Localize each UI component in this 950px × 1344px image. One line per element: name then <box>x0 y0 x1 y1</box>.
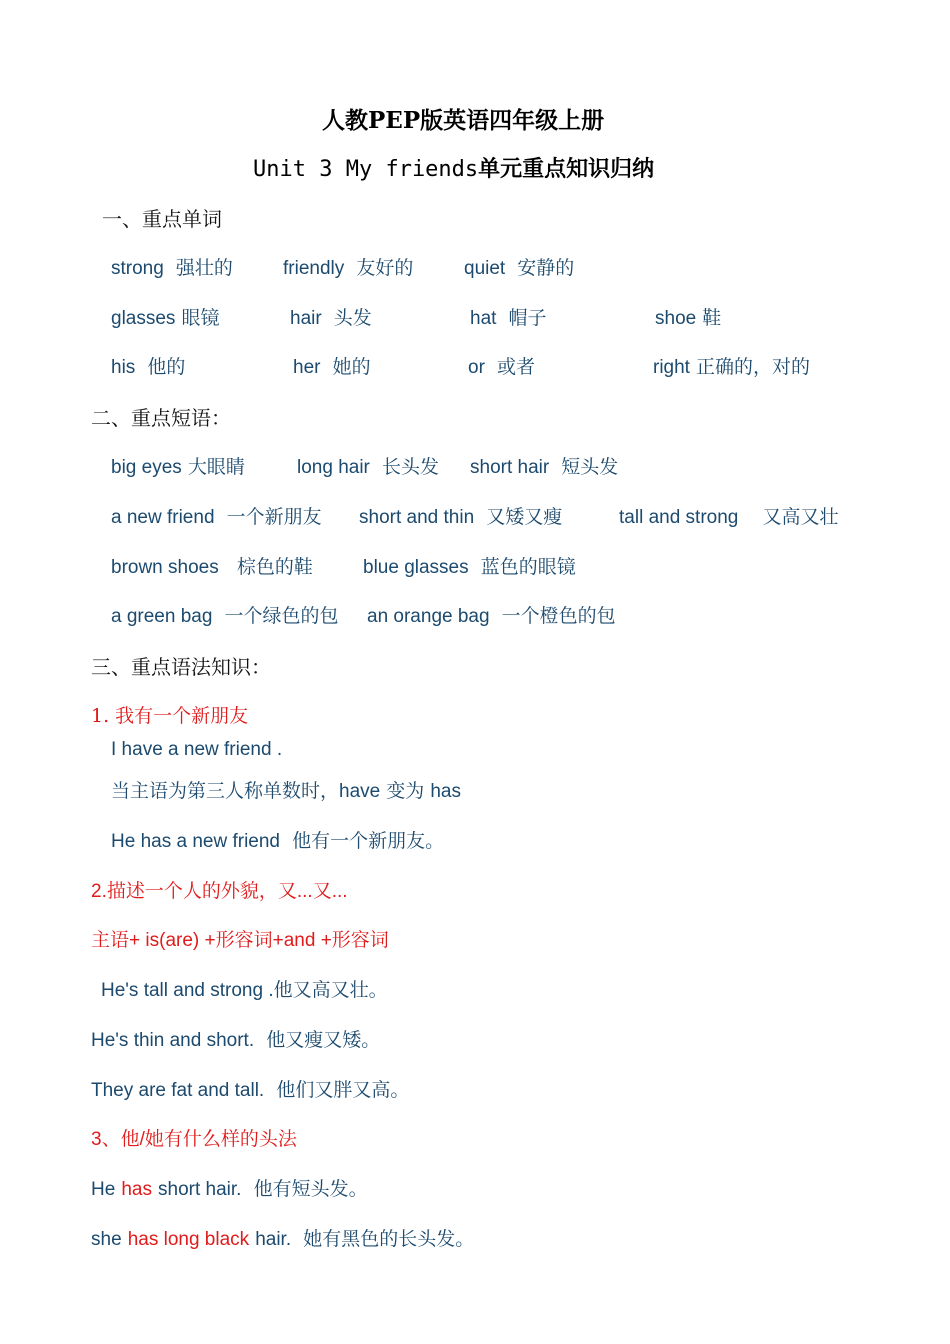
grammar-title-1: 1. 我有一个新朋友 <box>91 705 249 727</box>
word-item: her 她的 <box>293 356 371 378</box>
subtitle-cn: 单元重点知识归纳 <box>478 156 655 182</box>
phrase-item: long hair 长头发 <box>297 456 439 478</box>
phrase-item: an orange bag 一个橙色的包 <box>367 605 616 627</box>
phrase-item: big eyes 大眼睛 <box>111 456 245 478</box>
grammar-example: I have a new friend . <box>111 739 283 760</box>
grammar-example: He has short hair. 他有短头发。 <box>91 1178 368 1200</box>
word-item: glasses 眼镜 <box>111 307 220 329</box>
phrase-item: a green bag 一个绿色的包 <box>111 605 339 627</box>
section-heading-grammar: 三、重点语法知识： <box>91 655 271 679</box>
word-item: hair 头发 <box>290 307 372 329</box>
word-item: or 或者 <box>468 356 536 378</box>
word-item: quiet 安静的 <box>464 257 575 279</box>
grammar-title-2: 2.描述一个人的外貌，又...又... <box>91 880 348 902</box>
grammar-formula: 主语+ is(are) +形容词+and +形容词 <box>91 929 389 951</box>
page-subtitle <box>253 152 654 183</box>
word-item: hat 帽子 <box>470 307 547 329</box>
word-item: right 正确的，对的 <box>653 356 811 378</box>
grammar-example: He's tall and strong .他又高又壮。 <box>101 979 388 1001</box>
subtitle-en: Unit 3 My friends <box>253 157 479 182</box>
phrase-item: a new friend 一个新朋友 <box>111 506 322 528</box>
grammar-example: she has long black hair. 她有黑色的长头发。 <box>91 1228 475 1250</box>
word-item: his 他的 <box>111 356 186 378</box>
section-heading-phrases: 二、重点短语： <box>91 406 231 430</box>
grammar-example: They are fat and tall. 他们又胖又高。 <box>91 1079 410 1101</box>
phrase-item: short hair 短头发 <box>470 456 619 478</box>
word-item: shoe 鞋 <box>655 307 722 329</box>
word-item: strong 强壮的 <box>111 257 233 279</box>
phrase-item: brown shoes 棕色的鞋 <box>111 556 313 578</box>
word-item: friendly 友好的 <box>283 257 414 279</box>
phrase-item: blue glasses 蓝色的眼镜 <box>363 556 576 578</box>
grammar-example: He's thin and short. 他又瘦又矮。 <box>91 1029 381 1051</box>
grammar-title-3: 3、他/她有什么样的头法 <box>91 1128 297 1150</box>
page-title: 人教PEP版英语四年级上册 <box>322 107 605 134</box>
phrase-item: tall and strong 又高又壮 <box>619 506 839 528</box>
phrase-item: short and thin 又矮又瘦 <box>359 506 563 528</box>
grammar-note: 当主语为第三人称单数时，have 变为 has <box>111 780 461 802</box>
section-heading-words: 一、重点单词 <box>102 207 222 231</box>
grammar-example: He has a new friend 他有一个新朋友。 <box>111 830 445 852</box>
